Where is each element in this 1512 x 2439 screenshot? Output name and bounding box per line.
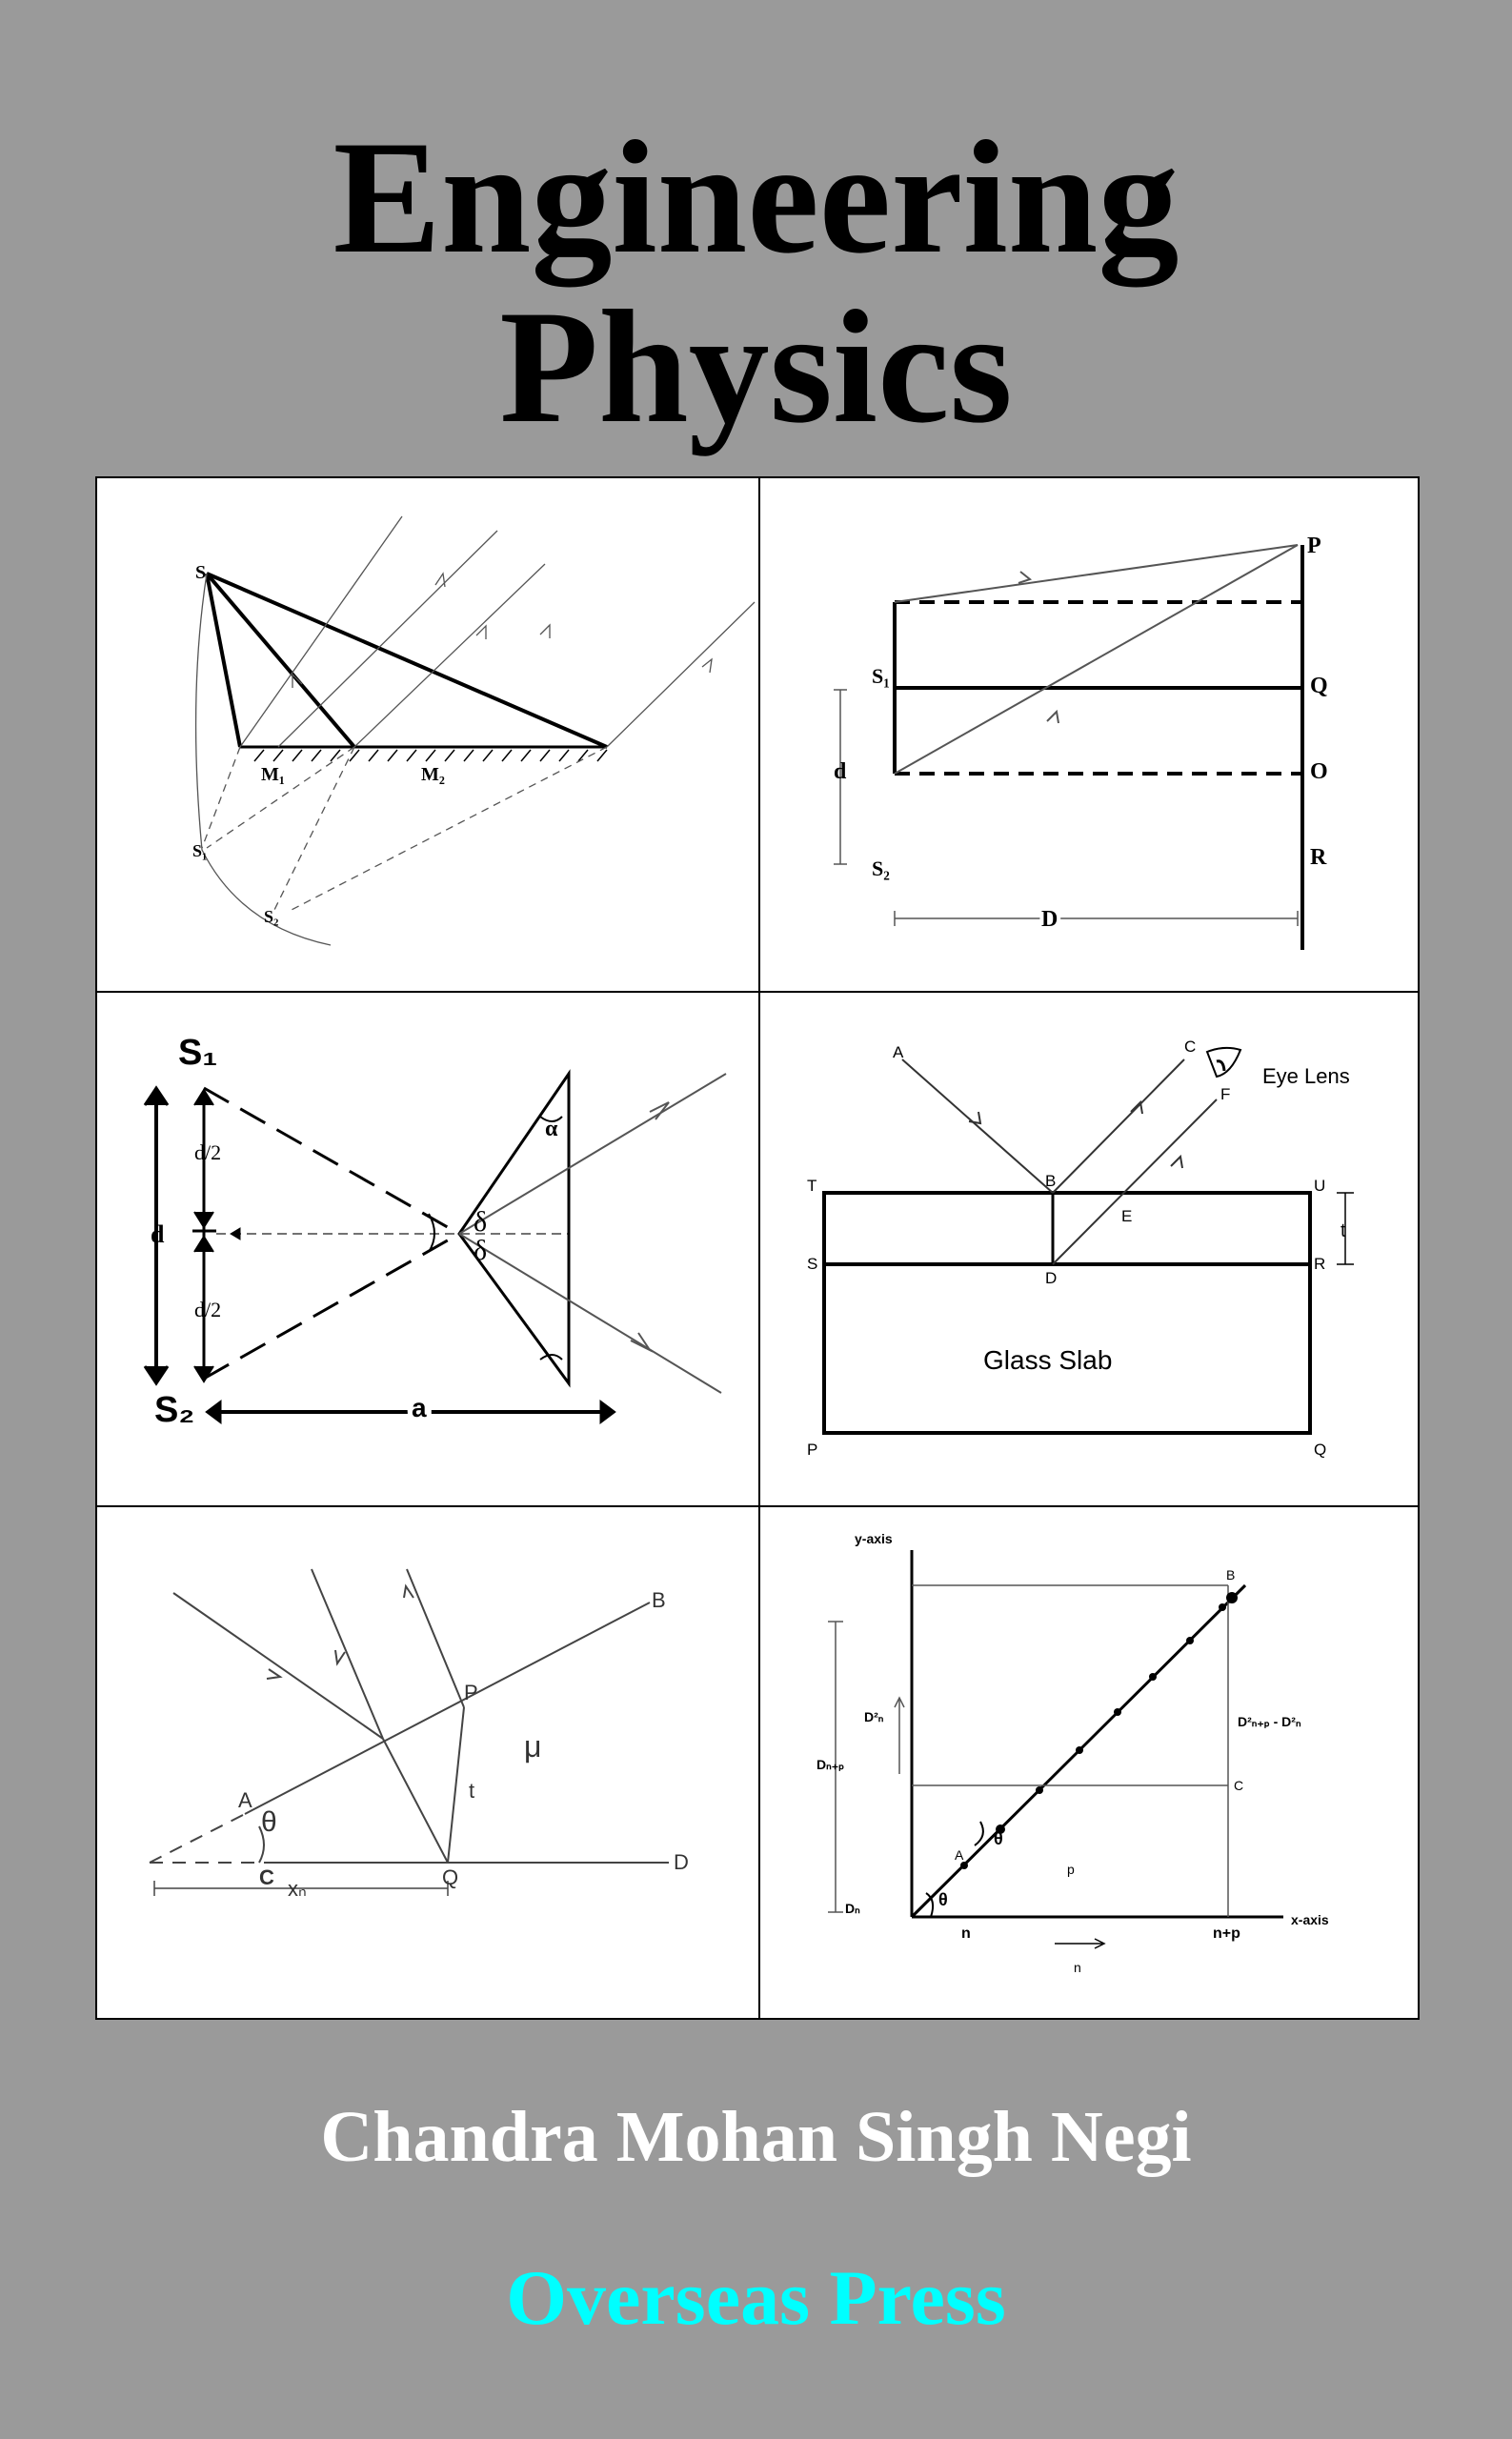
label-big-d: D (1041, 907, 1058, 932)
label-q: Q (442, 1865, 459, 1889)
refracted-ray-2 (448, 1707, 464, 1863)
label-d-half-bottom: d/2 (194, 1298, 222, 1321)
label-t-corner: T (807, 1177, 817, 1195)
label-d: D (674, 1850, 689, 1874)
label-x-axis: x-axis (1291, 1912, 1329, 1927)
label-s: S (195, 562, 207, 583)
label-s1: S₁ (178, 1033, 218, 1073)
wedge-film-svg (97, 1507, 759, 2022)
eye-icon (1207, 1048, 1240, 1077)
reflected-ray-2 (354, 564, 545, 747)
diagram-grid (95, 476, 1420, 2020)
label-xn: xₙ (288, 1877, 307, 1901)
wedge-film-diagram (97, 1507, 759, 2022)
slab-outline (824, 1193, 1310, 1433)
label-a: a (412, 1393, 427, 1422)
double-slit-diagram (759, 478, 1421, 993)
label-s1: S₁ (872, 664, 890, 688)
ray-ab (902, 1059, 1053, 1193)
label-d2n: D²ₙ (864, 1709, 884, 1724)
virtual-ray-1 (202, 747, 240, 848)
biprism-svg (97, 993, 759, 1507)
label-dnp: Dₙ₊ₚ (816, 1757, 845, 1772)
emergent-ray (407, 1569, 464, 1707)
label-alpha: α (545, 1117, 558, 1141)
book-title (0, 108, 1512, 456)
ray-s-to-m1 (207, 574, 240, 747)
virtual-ray-4 (288, 747, 607, 912)
label-y-axis: y-axis (855, 1531, 893, 1546)
glass-slab-diagram (759, 993, 1421, 1507)
label-theta-top: θ (994, 1829, 1003, 1848)
label-b: B (652, 1588, 666, 1612)
virtual-ray-top (204, 1088, 459, 1234)
label-r: R (1314, 1255, 1326, 1273)
label-q: Q (1314, 1441, 1327, 1459)
double-slit-svg (759, 478, 1421, 993)
refracted-ray-1 (383, 1739, 448, 1863)
label-d: D (1045, 1269, 1058, 1287)
label-thickness: t (1341, 1220, 1346, 1241)
label-a: A (955, 1847, 964, 1863)
label-o: O (1310, 759, 1328, 784)
publisher-name: Overseas Press (506, 2254, 1006, 2341)
label-glass-slab: Glass Slab (983, 1345, 1113, 1375)
label-d: d (834, 759, 847, 784)
label-d-half-top: d/2 (194, 1140, 222, 1164)
reflected-ray-4 (607, 602, 755, 747)
label-dn: Dₙ (845, 1901, 860, 1916)
ray-s1-p (895, 545, 1298, 602)
refracted-ray-top (459, 1074, 726, 1234)
label-c: C (1234, 1778, 1244, 1793)
label-d: d (151, 1220, 165, 1248)
ray-s-to-end (207, 574, 607, 747)
label-difference: D²ₙ₊ₚ - D²ₙ (1238, 1714, 1301, 1729)
label-p: P (1307, 534, 1321, 558)
label-p: P (464, 1681, 478, 1704)
label-f: F (1220, 1085, 1231, 1103)
virtual-ray-3 (273, 747, 354, 912)
label-s: S (807, 1255, 818, 1273)
label-u: U (1314, 1177, 1326, 1195)
author-name: Chandra Mohan Singh Negi (320, 2097, 1192, 2177)
lloyd-mirror-svg (97, 478, 759, 993)
ray-s2-p (895, 545, 1298, 774)
label-m2: M₂ (421, 764, 445, 785)
title-line-2: Physics (499, 277, 1013, 456)
label-a: A (893, 1043, 904, 1061)
label-n: n (961, 1925, 971, 1942)
label-a: A (238, 1788, 252, 1812)
refracted-ray-bottom (459, 1234, 721, 1393)
label-s1: S₁ (192, 841, 208, 860)
label-q: Q (1310, 674, 1328, 698)
line-ab-extension (150, 1814, 245, 1863)
label-e: E (1121, 1207, 1133, 1225)
label-t: t (469, 1779, 475, 1803)
label-s2: S₂ (264, 907, 279, 926)
lloyd-mirror-diagram (97, 478, 759, 993)
label-p: P (807, 1441, 818, 1459)
label-c: C (1184, 1038, 1197, 1056)
label-c: C (259, 1865, 274, 1889)
title-line-1: Engineering (333, 108, 1179, 287)
label-p: p (1067, 1862, 1075, 1877)
label-eye-lens: Eye Lens (1262, 1064, 1350, 1088)
newton-rings-svg (759, 1507, 1421, 2022)
label-s2: S₂ (154, 1390, 195, 1430)
ray-s-to-m2 (207, 574, 354, 747)
label-b: B (1226, 1567, 1236, 1582)
label-n-arrow: n (1074, 1960, 1081, 1975)
reflected-ray-1 (240, 516, 402, 747)
label-theta: θ (261, 1806, 277, 1838)
ray-bc (1053, 1059, 1184, 1193)
mirror-hatching (254, 750, 607, 761)
virtual-ray-bottom (204, 1234, 459, 1379)
ray-df (1053, 1099, 1217, 1264)
label-s2: S₂ (872, 857, 890, 880)
label-delta-top: δ (474, 1206, 488, 1238)
label-r: R (1310, 845, 1327, 870)
label-delta-bottom: δ (474, 1235, 488, 1266)
label-mu: μ (524, 1729, 542, 1764)
glass-slab-svg (759, 993, 1421, 1507)
label-b: B (1045, 1172, 1057, 1190)
label-n-plus-p: n+p (1213, 1925, 1240, 1942)
label-theta-bottom: θ (938, 1890, 948, 1909)
label-m1: M₁ (261, 764, 285, 785)
newton-rings-graph (759, 1507, 1421, 2022)
line-ab (245, 1602, 650, 1814)
virtual-ray-2 (207, 747, 354, 848)
biprism-diagram (97, 993, 759, 1507)
